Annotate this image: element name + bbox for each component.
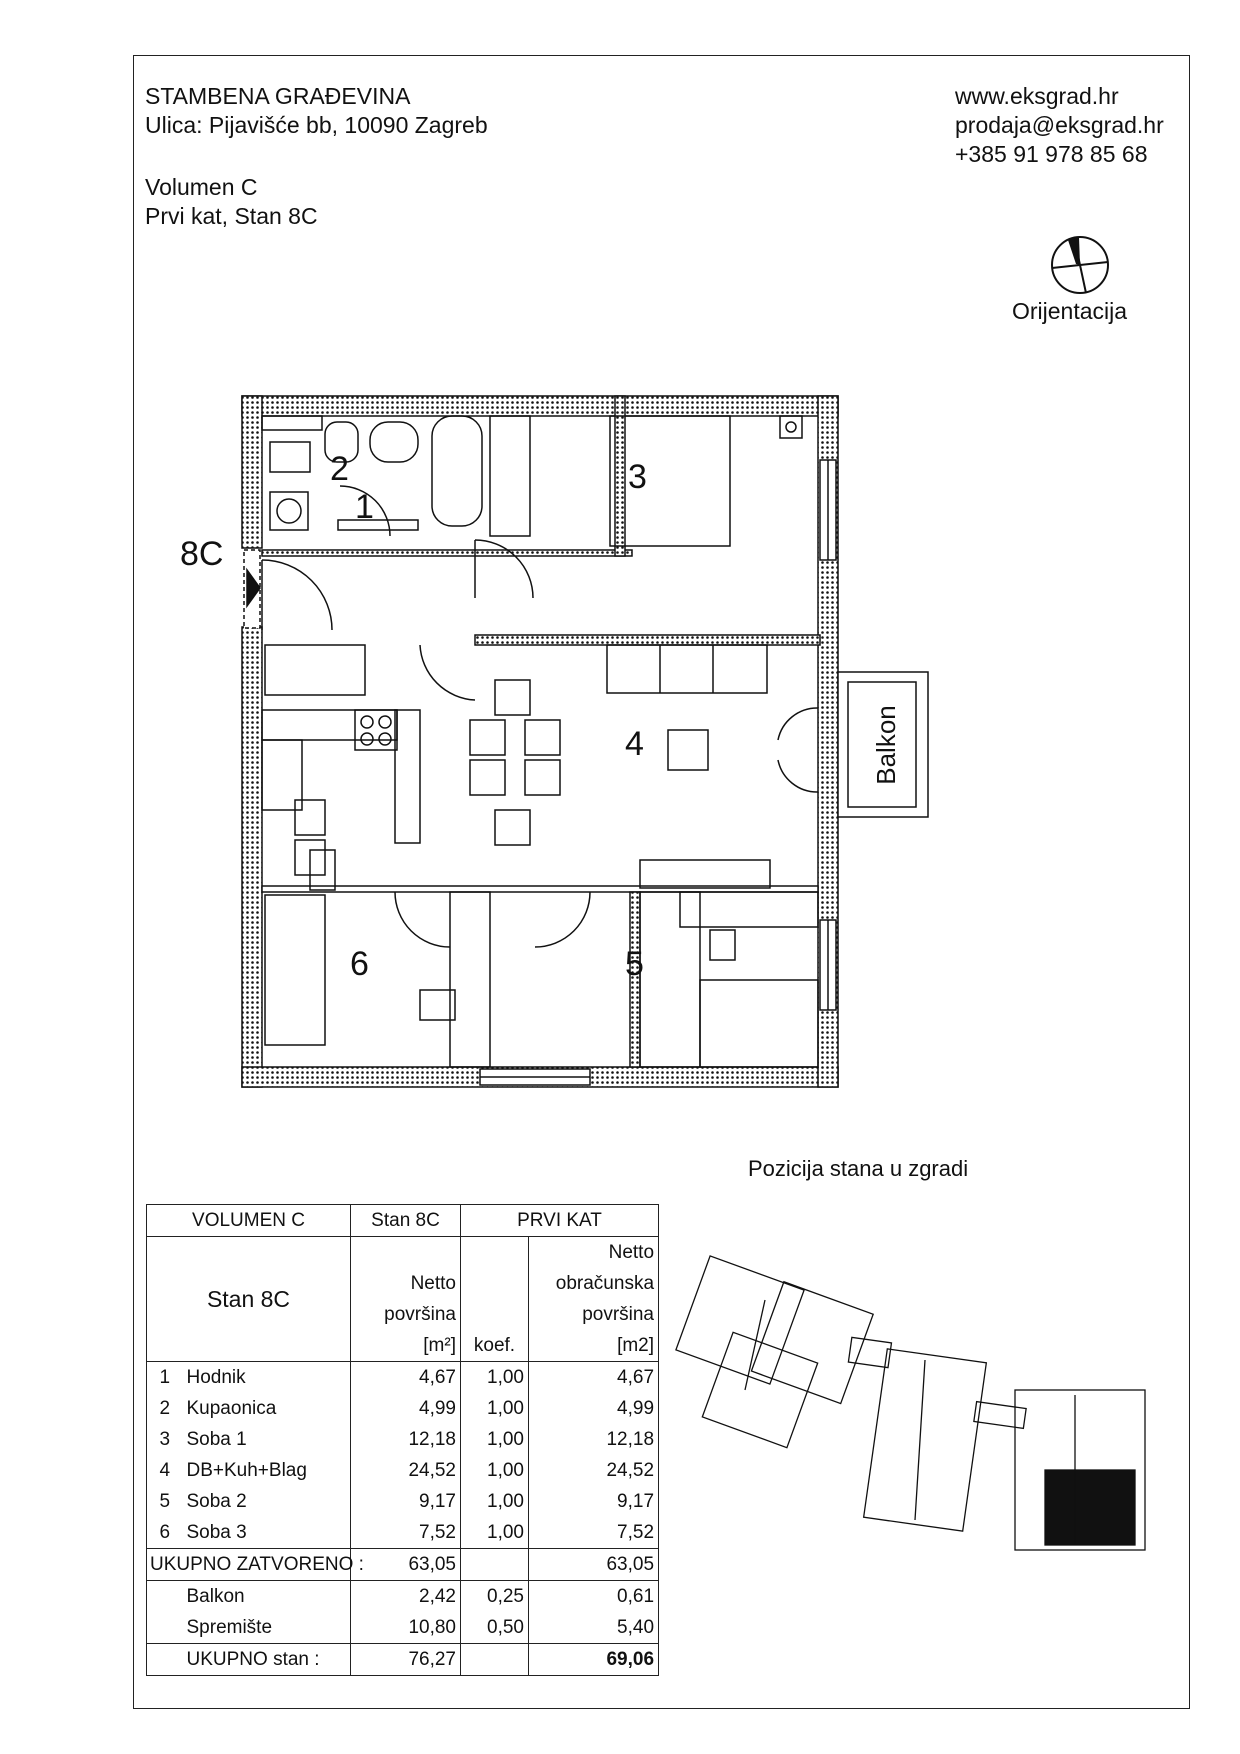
table-row: 3 Soba 1 12,18 1,00 12,18 <box>147 1424 659 1455</box>
phone-number: +385 91 978 85 68 <box>955 141 1148 167</box>
unit-header <box>145 173 318 231</box>
table-volume-header: VOLUMEN C <box>147 1205 351 1237</box>
website-link[interactable]: www.eksgrad.hr <box>955 83 1119 109</box>
col-calc-line4: [m2] <box>529 1330 659 1362</box>
room-number-6: 6 <box>350 945 369 983</box>
table-row: 5 Soba 2 9,17 1,00 9,17 <box>147 1486 659 1517</box>
col-calc-line1: Netto <box>529 1237 659 1269</box>
floor-unit-label: Prvi kat, Stan 8C <box>145 203 318 229</box>
col-calc-line3: površina <box>529 1299 659 1330</box>
table-row: 1 Hodnik 4,67 1,00 4,67 <box>147 1362 659 1394</box>
email-link[interactable]: prodaja@eksgrad.hr <box>955 112 1164 138</box>
unit-entry-label: 8C <box>180 535 224 573</box>
col-net-line3: [m²] <box>351 1330 461 1362</box>
table-row: 6 Soba 3 7,52 1,00 7,52 <box>147 1517 659 1549</box>
room-number-3: 3 <box>628 458 647 496</box>
orientation-label: Orijentacija <box>1012 298 1128 324</box>
col-net-line2: površina <box>351 1299 461 1330</box>
table-row: Spremište 10,80 0,50 5,40 <box>147 1612 659 1644</box>
floor-plan <box>150 390 940 1130</box>
balcony-label: Balkon <box>871 705 901 785</box>
volume-label: Volumen C <box>145 174 258 200</box>
room-number-1: 1 <box>355 488 374 526</box>
col-koef: koef. <box>461 1330 529 1362</box>
contact-block <box>955 82 1164 169</box>
room-number-5: 5 <box>625 945 644 983</box>
building-position-diagram <box>675 1240 1185 1560</box>
closed-total-row: UKUPNO ZATVORENO : 63,05 63,05 <box>147 1549 659 1581</box>
room-number-2: 2 <box>330 450 349 488</box>
building-name: STAMBENA GRAĐEVINA <box>145 83 411 109</box>
area-table <box>146 1204 659 1676</box>
col-calc-line2: obračunska <box>529 1268 659 1299</box>
building-header <box>145 82 488 140</box>
position-title: Pozicija stana u zgradi <box>748 1156 969 1181</box>
table-unit-header: Stan 8C <box>351 1205 461 1237</box>
building-address: Ulica: Pijavišće bb, 10090 Zagreb <box>145 112 488 138</box>
table-unit-name: Stan 8C <box>147 1237 351 1362</box>
grand-total-row: UKUPNO stan : 76,27 69,06 <box>147 1644 659 1676</box>
table-row: 4 DB+Kuh+Blag 24,52 1,00 24,52 <box>147 1455 659 1486</box>
table-floor-header: PRVI KAT <box>461 1205 659 1237</box>
table-row: 2 Kupaonica 4,99 1,00 4,99 <box>147 1393 659 1424</box>
col-net-line1: Netto <box>351 1268 461 1299</box>
room-number-4: 4 <box>625 725 644 763</box>
table-row: Balkon 2,42 0,25 0,61 <box>147 1581 659 1613</box>
